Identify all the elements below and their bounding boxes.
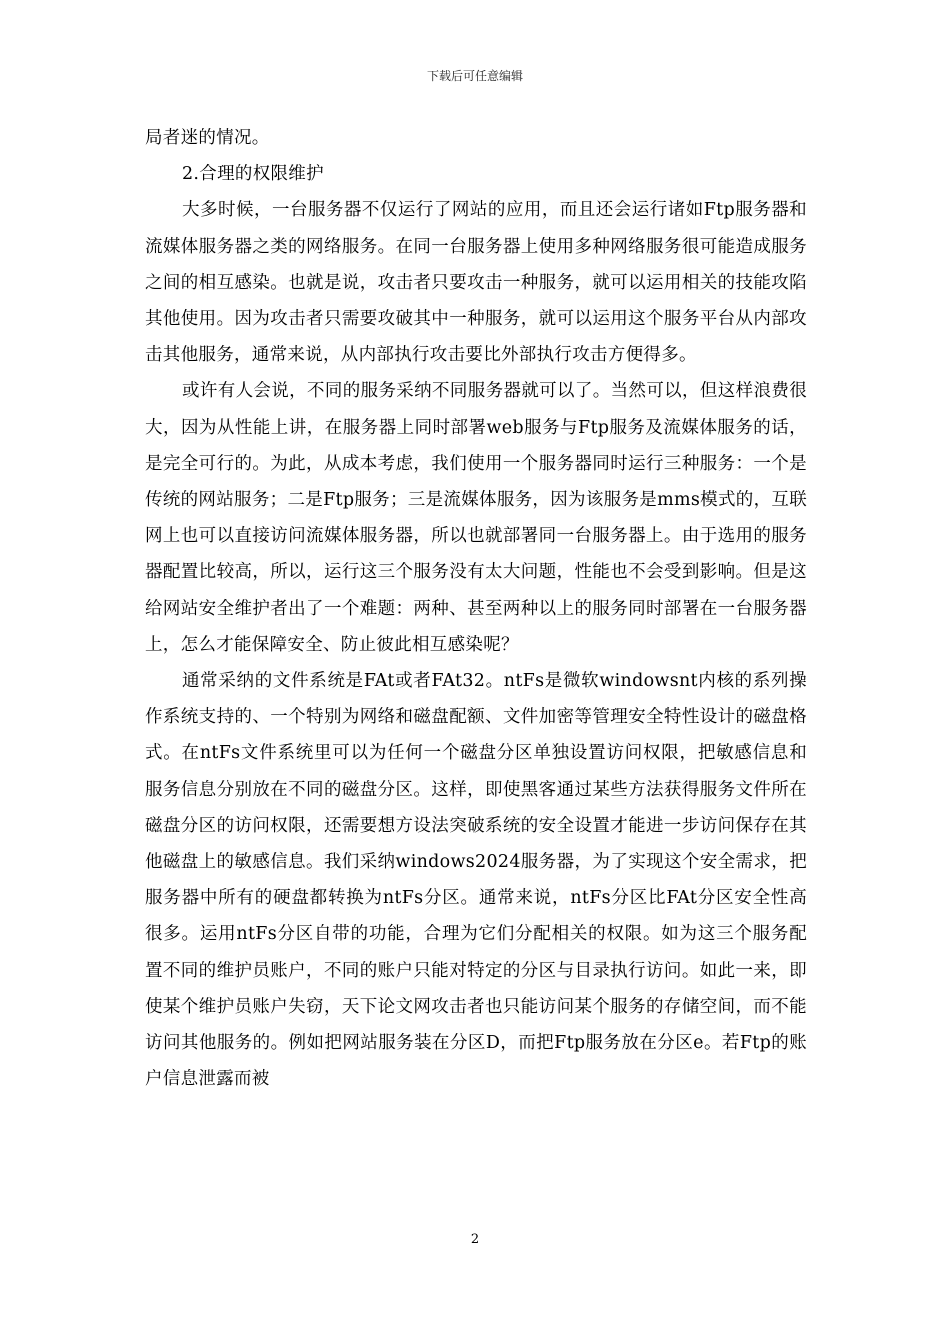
paragraph-continuation: 局者迷的情况。 [145, 128, 270, 148]
section-heading: 2.合理的权限维护 [182, 164, 324, 185]
paragraph: 或许有人会说，不同的服务采纳不同服务器就可以了。当然可以，但这样浪费很大，因为从性能上讲，在服务器上同时部署web服务与Ftp服务及流媒体服务的话，是完全可行的。为此，从成本考虑，我们使用一个服务器同时运行三种服务：一个是传统的网站服务；二是Ftp服务；三是流媒体服务，因为该服务是mms模式的，互联网上也可以直接访问流媒体服务器，所以也就部署同一台服务器上。由于选用的服务器配置比较高，所以，运行这三个服务没有太大问题，性能也不会受到影响。但是这给网站安全维护者出了一个难题：两种、甚至两种以上的服务同时部署在一台服务器上，怎么才能保障安全、防止彼此相互感染呢？ [145, 381, 807, 655]
body-text [145, 120, 807, 1097]
paragraph: 大多时候，一台服务器不仅运行了网站的应用，而且还会运行诸如Ftp服务器和流媒体服务器之类的网络服务。在同一台服务器上使用多种网络服务很可能造成服务之间的相互感染。也就是说，攻击者只要攻击一种服务，就可以运用相关的技能攻陷其他使用。因为攻击者只需要攻破其中一种服务，就可以运用这个服务平台从内部攻击其他服务，通常来说，从内部执行攻击要比外部执行攻击方便得多。 [145, 200, 807, 366]
paragraph: 通常采纳的文件系统是FAt或者FAt32。ntFs是微软windowsnt内核的系列操作系统支持的、一个特别为网络和磁盘配额、文件加密等管理安全特性设计的磁盘格式。在ntFs文件系统里可以为任何一个磁盘分区单独设置访问权限，把敏感信息和服务信息分别放在不同的磁盘分区。这样，即使黑客通过某些方法获得服务文件所在磁盘分区的访问权限，还需要想方设法突破系统的安全设置才能进一步访问保存在其他磁盘上的敏感信息。我们采纳windows2024服务器，为了实现这个安全需求，把服务器中所有的硬盘都转换为ntFs分区。通常来说，ntFs分区比FAt分区安全性高很多。运用ntFs分区自带的功能，合理为它们分配相关的权限。如为这三个服务配置不同的维护员账户，不同的账户只能对特定的分区与目录执行访问。如此一来，即使某个维护员账户失窃，天下论文网攻击者也只能访问某个服务的存储空间，而不能访问其他服务的。例如把网站服务装在分区D，而把Ftp服务放在分区e。若Ftp的账户信息泄露而被 [145, 671, 807, 1090]
page-header: 下载后可任意编辑 [426, 69, 523, 83]
page-number: 2 [470, 1232, 480, 1247]
